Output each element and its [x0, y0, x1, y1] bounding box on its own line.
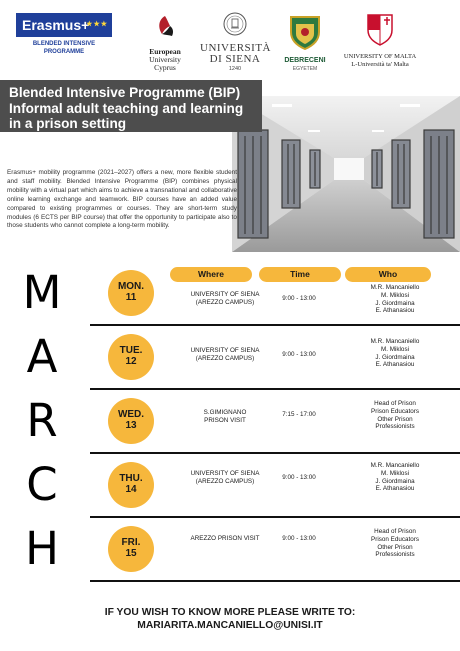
speaker: M.R. Mancaniello	[370, 462, 420, 469]
location-line: UNIVERSITY OF SIENA	[190, 291, 260, 298]
prison-corridor-image	[232, 96, 460, 252]
location	[170, 535, 280, 543]
location-line: AREZZO PRISON VISIT	[190, 535, 260, 542]
month-letter: A	[26, 330, 58, 383]
erasmus-logo	[16, 13, 112, 56]
schedule-row	[90, 392, 460, 454]
speakers	[340, 400, 450, 431]
intro-paragraph: Erasmus+ mobility programme (2021–2027) offers a new, more flexible student and staff mobility. Blended Intensive Programme (BIP) combines physical mobility with a virtual part which aims to achieve a transnational and collaborative online learning exchange and teamwork. BIP courses have an added value compared to existing programmes or courses. They are short-term study modules (6 ECTS per BIP course) that offer the opportunity to participate also to those students who cannot complete a long-term mobility.	[7, 169, 237, 230]
row-divider	[90, 580, 460, 582]
malta-line-1: UNIVERSITY OF MALTA	[343, 53, 417, 60]
day-name: MON.	[117, 281, 145, 292]
debrecen-line-1: DEBRECENI	[284, 57, 326, 64]
day-number: 11	[125, 292, 137, 303]
location	[170, 291, 280, 307]
row-divider	[90, 516, 460, 518]
row-divider	[90, 452, 460, 454]
cyprus-line-2: University	[149, 55, 181, 64]
cyprus-emblem-icon	[152, 14, 178, 40]
location	[170, 409, 280, 425]
time-slot: 9:00 - 13:00	[282, 535, 316, 542]
day-name: TUE.	[119, 345, 143, 356]
eu-stars-icon: ★★★	[86, 21, 108, 28]
speaker: E. Athanasiou	[375, 361, 415, 369]
header-where: Where	[170, 267, 252, 282]
speaker: J. Giordmaina	[375, 353, 415, 361]
row-divider	[90, 388, 460, 390]
contact-email[interactable]: MARIARITA.MANCANIELLO@UNISI.IT	[137, 620, 323, 631]
speaker: Prison Educators	[371, 535, 419, 543]
speakers	[340, 528, 450, 559]
siena-seal-icon	[223, 12, 247, 36]
speakers	[340, 462, 450, 493]
month-letter: H	[25, 522, 59, 575]
university-of-malta-logo	[340, 12, 420, 69]
location	[170, 470, 280, 486]
siena-year: 1240	[228, 66, 242, 72]
european-university-cyprus-logo	[143, 14, 187, 72]
speakers	[340, 284, 450, 315]
contact-prompt: IF YOU WISH TO KNOW MORE PLEASE WRITE TO:	[104, 607, 356, 618]
malta-line-2: L-Università ta' Malta	[351, 61, 409, 68]
day-badge	[108, 270, 154, 316]
speaker: M. Miklosi	[381, 291, 409, 299]
day-name: FRI.	[121, 537, 141, 548]
erasmus-name: Erasmus+	[22, 17, 90, 33]
erasmus-subtitle-2: PROGRAMME	[43, 49, 85, 55]
day-number: 15	[125, 548, 137, 559]
location	[170, 347, 280, 363]
month-letter: R	[26, 394, 58, 447]
speaker: Other Prison	[377, 543, 413, 551]
day-name: THU.	[119, 473, 143, 484]
day-name: WED.	[117, 409, 145, 420]
schedule-row	[90, 520, 460, 582]
cyprus-line-3: Cyprus	[154, 63, 176, 72]
university-of-debrecen-logo	[278, 14, 332, 73]
time-slot: 9:00 - 13:00	[282, 351, 316, 358]
location-line: PRISON VISIT	[204, 416, 246, 424]
day-number: 13	[125, 420, 137, 431]
time-slot: 9:00 - 13:00	[282, 295, 316, 302]
speakers	[340, 338, 450, 369]
location-line: UNIVERSITY OF SIENA	[190, 347, 260, 354]
speaker: Prison Educators	[371, 407, 419, 415]
contact-footer	[0, 606, 460, 632]
location-line: UNIVERSITY OF SIENA	[190, 470, 260, 477]
siena-line-1: UNIVERSITÀ	[200, 42, 271, 54]
malta-crest-icon	[365, 12, 395, 46]
day-number: 12	[125, 356, 137, 367]
day-number: 14	[125, 484, 137, 495]
speaker: M. Miklosi	[381, 469, 409, 477]
header-who: Who	[345, 267, 431, 282]
location-line: (AREZZO CAMPUS)	[195, 354, 255, 362]
speaker: Head of Prison	[374, 400, 416, 407]
month-label	[14, 268, 70, 588]
month-letter: C	[26, 458, 58, 511]
partner-logos	[0, 0, 460, 80]
siena-line-2: DI SIENA	[209, 53, 261, 65]
speaker: Other Prison	[377, 415, 413, 423]
speaker: J. Giordmaina	[375, 299, 415, 307]
speaker: E. Athanasiou	[375, 485, 415, 493]
speaker: M.R. Mancaniello	[370, 284, 420, 291]
schedule-row	[90, 328, 460, 390]
speaker: Head of Prison	[374, 528, 416, 535]
debrecen-crest-icon	[288, 14, 322, 50]
schedule-row	[90, 456, 460, 518]
row-divider	[90, 324, 460, 326]
university-of-siena-logo	[200, 12, 270, 72]
speaker: J. Giordmaina	[375, 477, 415, 485]
location-line: (AREZZO CAMPUS)	[195, 477, 255, 485]
speaker: M. Miklosi	[381, 345, 409, 353]
title-banner	[0, 80, 262, 132]
speaker: Professionists	[375, 551, 415, 559]
time-slot: 9:00 - 13:00	[282, 474, 316, 481]
erasmus-subtitle-1: BLENDED INTENSIVE	[32, 41, 96, 47]
page-title: Blended Intensive Programme (BIP) Informal adult teaching and learning in a prison setting	[9, 85, 244, 131]
day-badge	[108, 334, 154, 380]
schedule-row	[90, 264, 460, 326]
day-badge	[108, 526, 154, 572]
speaker: E. Athanasiou	[375, 307, 415, 315]
header-time: Time	[259, 267, 341, 282]
month-letter: M	[22, 266, 62, 319]
time-slot: 7:15 - 17:00	[282, 411, 316, 418]
day-badge	[108, 398, 154, 444]
speaker: Professionists	[375, 423, 415, 431]
cyprus-line-1: European	[149, 47, 181, 56]
location-line: S.GIMIGNANO	[203, 409, 247, 416]
hero-section	[0, 80, 460, 252]
speaker: M.R. Mancaniello	[370, 338, 420, 345]
debrecen-line-2: EGYETEM	[292, 66, 318, 72]
location-line: (AREZZO CAMPUS)	[195, 298, 255, 306]
day-badge	[108, 462, 154, 508]
